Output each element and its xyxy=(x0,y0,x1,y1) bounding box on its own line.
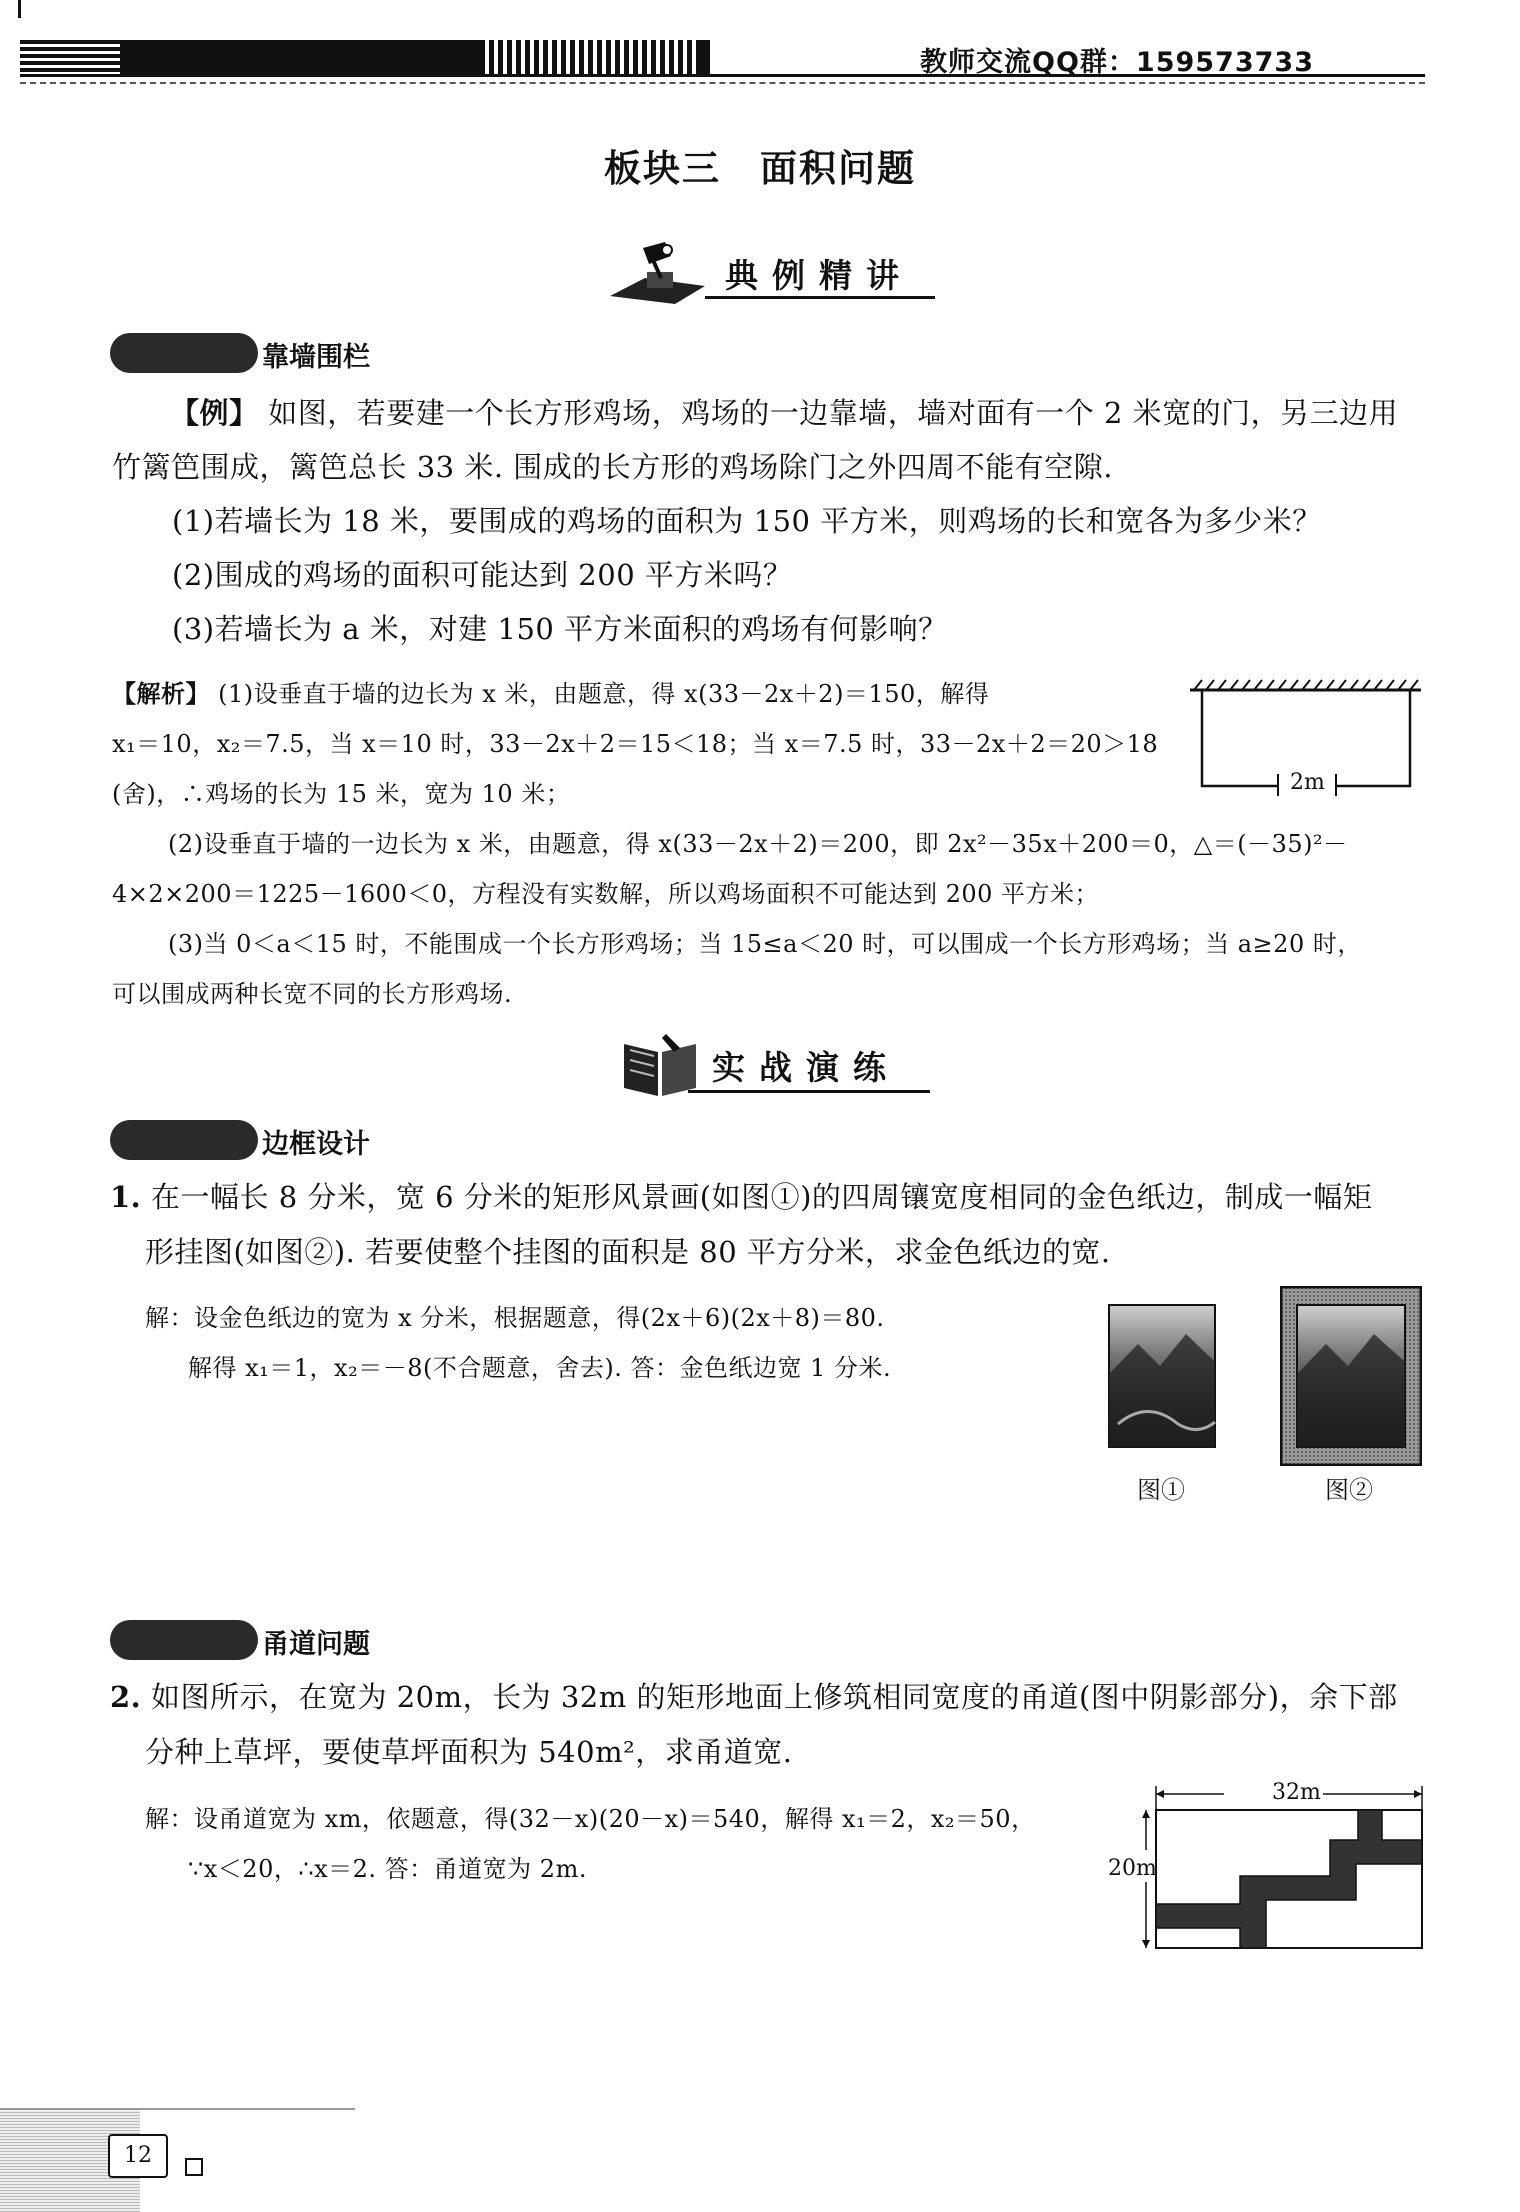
block-title: 板块三 面积问题 xyxy=(604,147,916,190)
header-stripes xyxy=(20,40,120,74)
analysis-text-4: (2)设垂直于墙的一边长为 x 米，由题意，得 x(33－2x＋2)＝200，即 2x²－35x＋200＝0，△＝(－35)²－ xyxy=(168,830,1348,858)
footer-square-icon xyxy=(185,2158,203,2176)
solution-1-line-1: 解：设金色纸边的宽为 x 分米，根据题意，得(2x＋6)(2x＋8)＝80. xyxy=(145,1304,885,1332)
problem-1-text-2: 形挂图(如图②). 若要使整个挂图的面积是 80 平方分米，求金色纸边的宽. xyxy=(145,1235,1111,1269)
header-ticks xyxy=(480,40,700,74)
analysis-text-3: (舍)，∴鸡场的长为 15 米，宽为 10 米； xyxy=(112,780,571,808)
footer-rule xyxy=(0,2108,355,2110)
practice-banner-title: 实战演练 xyxy=(712,1048,900,1087)
analysis-text-1: (1)设垂直于墙的边长为 x 米，由题意，得 x(33－2x＋2)＝150，解得 xyxy=(218,680,990,708)
header-dashed-rule xyxy=(20,82,1425,84)
topic-label-2: 边框设计 xyxy=(262,1129,370,1160)
example-text-2: 竹篱笆围成，篱笆总长 33 米. 围成的长方形的鸡场除门之外四周不能有空隙. xyxy=(112,450,1113,484)
problem-1-text-1: 在一幅长 8 分米，宽 6 分米的矩形风景画(如图①)的四周镶宽度相同的金色纸边，制成一幅矩 xyxy=(151,1180,1373,1214)
analysis-text-2: x₁＝10，x₂＝7.5，当 x＝10 时，33－2x＋2＝15＜18；当 x＝7.5 时，33－2x＋2＝20＞18 xyxy=(112,730,1159,758)
walkway-width-label: 32m xyxy=(1272,1780,1321,1805)
problem-1-number: 1. xyxy=(110,1180,142,1214)
topic-pill-2 xyxy=(110,1120,258,1160)
practice-banner-underline xyxy=(688,1090,930,1093)
analysis-line-1 xyxy=(112,669,989,719)
page-number: 12 xyxy=(124,2143,152,2168)
topic-label-3: 甬道问题 xyxy=(262,1629,370,1660)
example-text-1: 如图，若要建一个长方形鸡场，鸡场的一边靠墙，墙对面有一个 2 米宽的门，另三边用 xyxy=(268,396,1399,430)
example-line-1 xyxy=(170,386,1398,440)
problem-2-text-1: 如图所示，在宽为 20m，长为 32m 的矩形地面上修筑相同宽度的甬道(图中阴影部分)，余下部 xyxy=(151,1680,1398,1714)
figure-2-framed-painting xyxy=(1280,1286,1422,1466)
solution-1-line-2: 解得 x₁＝1，x₂＝－8(不合题意，舍去). 答：金色纸边宽 1 分米. xyxy=(188,1354,892,1382)
door-width-label: 2m xyxy=(1290,770,1325,795)
question-2: (2)围成的鸡场的面积可能达到 200 平方米吗？ xyxy=(172,558,793,592)
question-3: (3)若墙长为 a 米，对建 150 平方米面积的鸡场有何影响？ xyxy=(172,612,948,646)
page-number-box xyxy=(108,2134,168,2178)
problem-1-line-1 xyxy=(110,1170,1372,1224)
figure-1-painting xyxy=(1108,1304,1216,1448)
topic-label-1: 靠墙围栏 xyxy=(262,342,370,373)
figure-2-label: 图② xyxy=(1325,1476,1373,1504)
analysis-text-6: (3)当 0＜a＜15 时，不能围成一个长方形鸡场；当 15≤a＜20 时，可以围成一个长方形鸡场；当 a≥20 时， xyxy=(168,930,1362,958)
walkway-height-label: 20m xyxy=(1108,1856,1157,1881)
header-qq-group: 教师交流QQ群：159573733 xyxy=(920,47,1314,78)
walkway-figure xyxy=(1108,1780,1426,1956)
problem-2-line-1 xyxy=(110,1670,1398,1724)
topic-pill-3 xyxy=(110,1620,258,1660)
practice-banner xyxy=(620,1030,930,1102)
example-tag: 【例】 xyxy=(170,396,259,430)
topic-pill-1 xyxy=(110,333,258,373)
solution-2-line-2: ∵x＜20，∴x＝2. 答：甬道宽为 2m. xyxy=(188,1855,587,1883)
example-banner-title: 典例精讲 xyxy=(725,256,913,295)
problem-2-number: 2. xyxy=(110,1680,142,1714)
example-banner xyxy=(605,238,935,308)
analysis-text-7: 可以围成两种长宽不同的长方形鸡场. xyxy=(112,980,513,1008)
enclosure-figure xyxy=(1188,676,1423,796)
analysis-text-5: 4×2×200＝1225－1600＜0，方程没有实数解，所以鸡场面积不可能达到 200 平方米； xyxy=(112,880,1100,908)
analysis-tag: 【解析】 xyxy=(112,679,210,708)
problem-2-text-2: 分种上草坪，要使草坪面积为 540m²，求甬道宽. xyxy=(145,1735,793,1769)
solution-2-line-1: 解：设甬道宽为 xm，依题意，得(32－x)(20－x)＝540，解得 x₁＝2，x₂＝50， xyxy=(145,1805,1036,1833)
figure-1-label: 图① xyxy=(1137,1476,1185,1504)
corner-mark xyxy=(18,0,21,18)
example-banner-underline xyxy=(705,296,935,299)
telescope-icon xyxy=(605,238,715,308)
question-1: (1)若墙长为 18 米，要围成的鸡场的面积为 150 平方米，则鸡场的长和宽各为多少米？ xyxy=(172,504,1322,538)
